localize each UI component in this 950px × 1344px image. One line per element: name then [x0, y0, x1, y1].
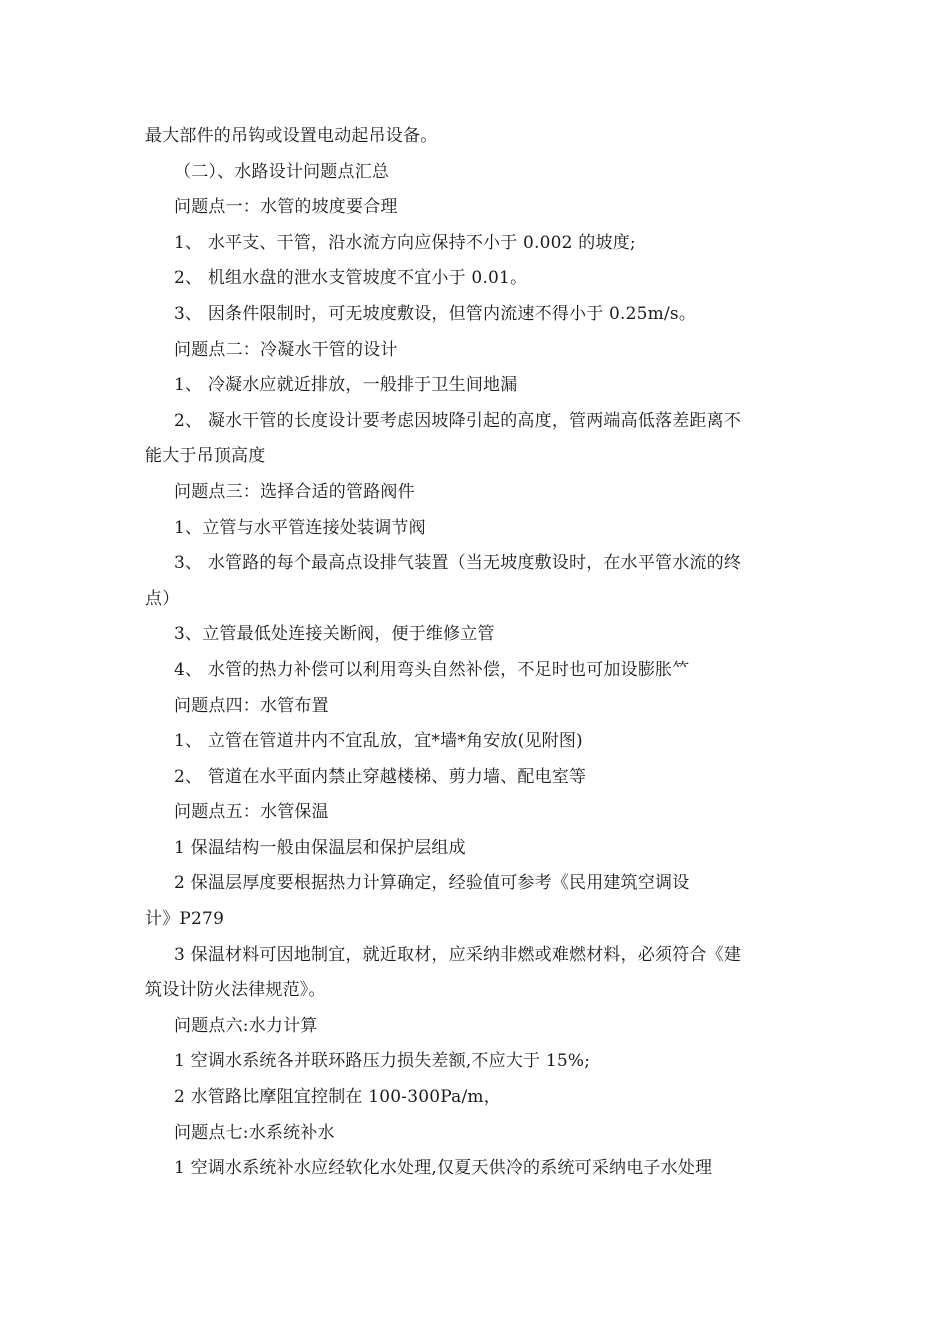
text-line: 1 保温结构一般由保温层和保护层组成 [174, 837, 466, 858]
text-line: 3 保温材料可因地制宜，就近取材，应采纳非燃或难燃材料，必须符合《建 [174, 944, 742, 965]
text-line: 问题点七:水系统补水 [174, 1122, 335, 1143]
text-line: 问题点三：选择合适的管路阀件 [174, 481, 415, 502]
text-line: 1 空调水系统各并联环路压力损失差额,不应大于 15%; [174, 1051, 591, 1072]
text-line: 问题点六:水力计算 [174, 1015, 318, 1036]
text-line: 1、 冷凝水应就近排放，一般排于卫生间地漏 [174, 375, 518, 396]
text-line: 1、 立管在管道井内不宜乱放，宜*墙*角安放(见附图) [174, 731, 583, 752]
text-line: 能大于吊顶高度 [145, 446, 266, 467]
text-line: 问题点二：冷凝水干管的设计 [174, 339, 398, 360]
document-body [145, 119, 807, 1187]
text-line: 1 空调水系统补水应经软化水处理,仅夏天供冷的系统可采纳电子水处理 [174, 1158, 713, 1179]
text-line: 4、 水管的热力补偿可以利用弯头自然补偿，不足时也可加设膨胀𥫗 [174, 659, 690, 680]
text-line: 3、 水管路的每个最高点设排气装置（当无坡度敷设时，在水平管水流的终 [174, 553, 742, 574]
text-line: 点） [145, 588, 180, 609]
text-line: 1、立管与水平管连接处装调节阀 [174, 517, 426, 538]
text-line: 2、 凝水干管的长度设计要考虑因坡降引起的高度，管两端高低落差距离不 [174, 410, 742, 431]
text-line: 计》P279 [145, 909, 225, 930]
text-line: 最大部件的吊钩或设置电动起吊设备。 [145, 126, 438, 146]
text-line: 筑设计防火法律规范》。 [145, 980, 326, 1001]
text-line: 3、立管最低处连接关断阀，便于维修立管 [174, 624, 495, 645]
text-line: 2、 机组水盘的泄水支管坡度不宜小于 0.01。 [174, 268, 528, 289]
text-line: 2、 管道在水平面内禁止穿越楼梯、剪力墙、配电室等 [174, 766, 587, 787]
text-line: 问题点四：水管布置 [174, 695, 329, 716]
text-line: 问题点一：水管的坡度要合理 [174, 197, 398, 218]
text-line: 1、 水平支、干管，沿水流方向应保持不小于 0.002 的坡度; [174, 232, 636, 253]
text-line: 问题点五：水管保温 [174, 802, 329, 823]
text-line: 2 保温层厚度要根据热力计算确定，经验值可参考《民用建筑空调设 [174, 873, 690, 894]
text-line: 3、 因条件限制时，可无坡度敷设，但管内流速不得小于 0.25m/s。 [174, 303, 697, 324]
text-line: （二）、水路设计问题点汇总 [174, 161, 390, 182]
text-line: 2 水管路比摩阻宜控制在 100-300Pa/m， [174, 1087, 501, 1108]
